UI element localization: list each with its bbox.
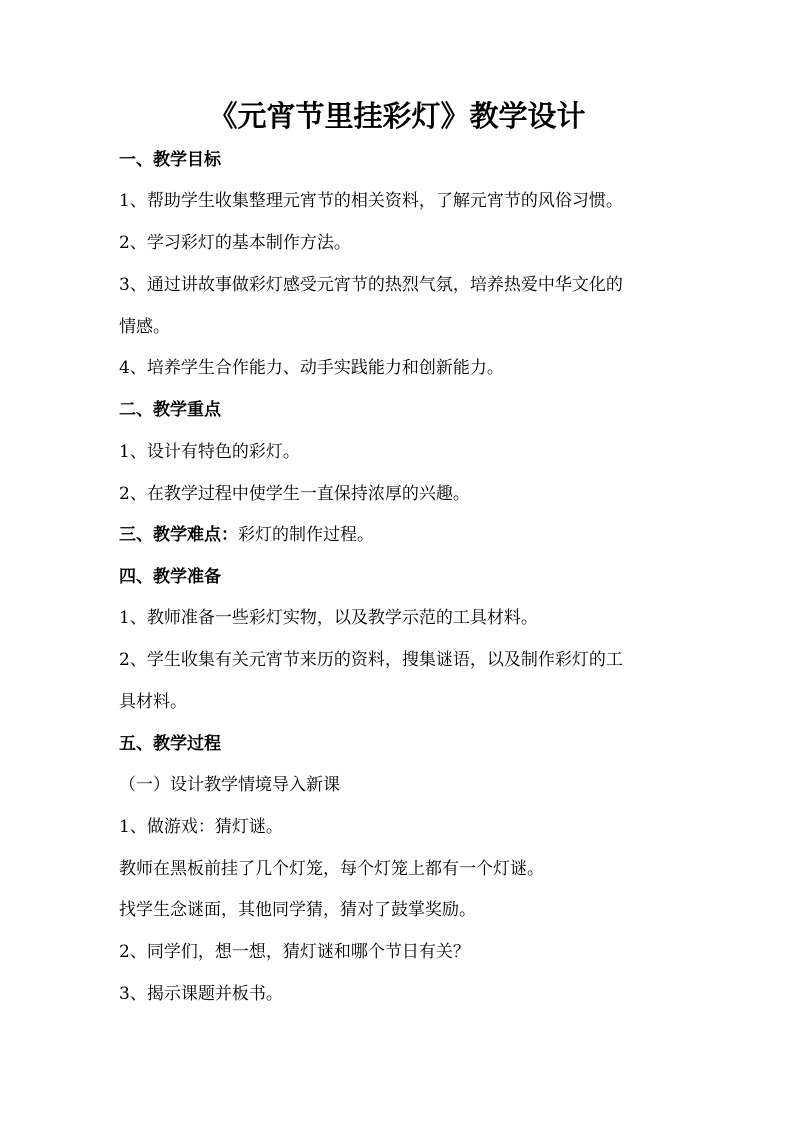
key-point-item-1: 1、设计有特色的彩灯。 [119,442,300,462]
section-heading-preparation: 四、教学准备 [119,567,221,587]
process-subheading-1: （一）设计教学情境导入新课 [119,775,340,795]
section-heading-difficulty: 三、教学难点： [119,525,238,545]
objective-item-2: 2、学习彩灯的基本制作方法。 [119,233,351,253]
process-item-1-detail-1: 教师在黑板前挂了几个灯笼，每个灯笼上都有一个灯谜。 [119,859,544,879]
objective-item-4: 4、培养学生合作能力、动手实践能力和创新能力。 [119,358,504,378]
process-item-3: 3、揭示课题并板书。 [119,984,283,1004]
key-point-item-2: 2、在教学过程中使学生一直保持浓厚的兴趣。 [119,484,470,504]
preparation-item-2-continued: 具材料。 [119,692,187,712]
objective-item-1: 1、帮助学生收集整理元宵节的相关资料，了解元宵节的风俗习惯。 [119,191,623,211]
difficulty-text: 彩灯的制作过程。 [238,525,374,545]
preparation-item-2: 2、学生收集有关元宵节来历的资料，搜集谜语，以及制作彩灯的工 [119,650,623,670]
preparation-item-1: 1、教师准备一些彩灯实物，以及教学示范的工具材料。 [119,608,538,628]
process-item-2: 2、同学们，想一想，猜灯谜和哪个节日有关？ [119,942,470,962]
document-title: 《元宵节里挂彩灯》教学设计 [208,99,586,133]
section-heading-key-points: 二、教学重点 [119,400,221,420]
process-item-1: 1、做游戏：猜灯谜。 [119,817,283,837]
section-heading-objectives: 一、教学目标 [119,150,221,170]
difficulty-line [119,523,679,547]
process-item-1-detail-2: 找学生念谜面，其他同学猜，猜对了鼓掌奖励。 [119,900,476,920]
objective-item-3: 3、通过讲故事做彩灯感受元宵节的热烈气氛，培养热爱中华文化的 [119,275,623,295]
objective-item-3-continued: 情感。 [119,317,170,337]
section-heading-process: 五、教学过程 [119,734,221,754]
